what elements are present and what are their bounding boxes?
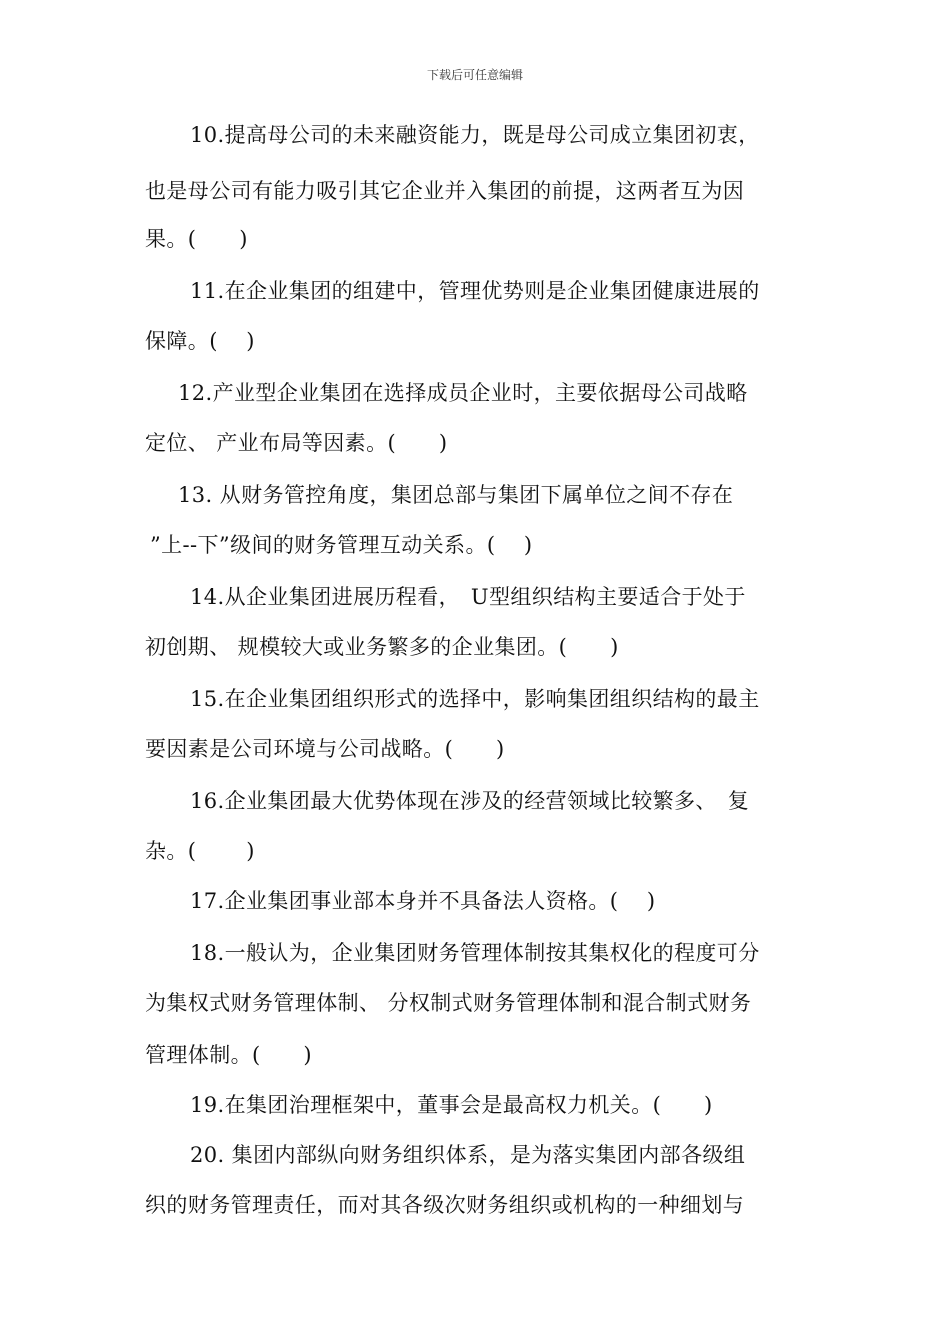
- text-line-14: 16.企业集团最大优势体现在涉及的经营领域比较繁多、 复: [190, 789, 750, 813]
- text-line-3: 果。( ): [145, 227, 248, 251]
- text-line-11: 初创期、 规模较大或业务繁多的企业集团。( ): [145, 635, 619, 659]
- text-line-6: 12.产业型企业集团在选择成员企业时，主要依据母公司战略: [178, 381, 748, 405]
- text-line-10: 14.从企业集团进展历程看， U型组织结构主要适合于处于: [190, 585, 746, 609]
- text-line-4: 11.在企业集团的组建中，管理优势则是企业集团健康进展的: [190, 279, 760, 303]
- text-line-8: 13. 从财务管控角度，集团总部与集团下属单位之间不存在: [178, 483, 734, 507]
- text-line-12: 15.在企业集团组织形式的选择中，影响集团组织结构的最主: [190, 687, 760, 711]
- text-line-2: 也是母公司有能力吸引其它企业并入集团的前提，这两者互为因: [145, 179, 745, 203]
- text-line-13: 要因素是公司环境与公司战略。( ): [145, 737, 505, 761]
- text-line-15: 杂。( ): [145, 839, 255, 863]
- text-line-1: 10.提高母公司的未来融资能力，既是母公司成立集团初衷，: [190, 123, 760, 147]
- page-header: 下载后可任意编辑: [426, 68, 523, 82]
- text-line-7: 定位、 产业布局等因素。( ): [145, 431, 448, 455]
- text-line-16: 17.企业集团事业部本身并不具备法人资格。( ): [190, 889, 656, 913]
- text-line-9: ”上--下”级间的财务管理互动关系。( ): [150, 533, 533, 557]
- text-line-17: 18.一般认为，企业集团财务管理体制按其集权化的程度可分: [190, 941, 760, 965]
- text-line-20: 19.在集团治理框架中，董事会是最高权力机关。( ): [190, 1093, 713, 1117]
- text-line-22: 织的财务管理责任，而对其各级次财务组织或机构的一种细划与: [145, 1193, 745, 1217]
- text-line-19: 管理体制。( ): [145, 1043, 312, 1067]
- text-line-21: 20. 集团内部纵向财务组织体系，是为落实集团内部各级组: [190, 1143, 746, 1167]
- text-line-5: 保障。( ): [145, 329, 255, 353]
- text-line-18: 为集权式财务管理体制、 分权制式财务管理体制和混合制式财务: [145, 991, 752, 1015]
